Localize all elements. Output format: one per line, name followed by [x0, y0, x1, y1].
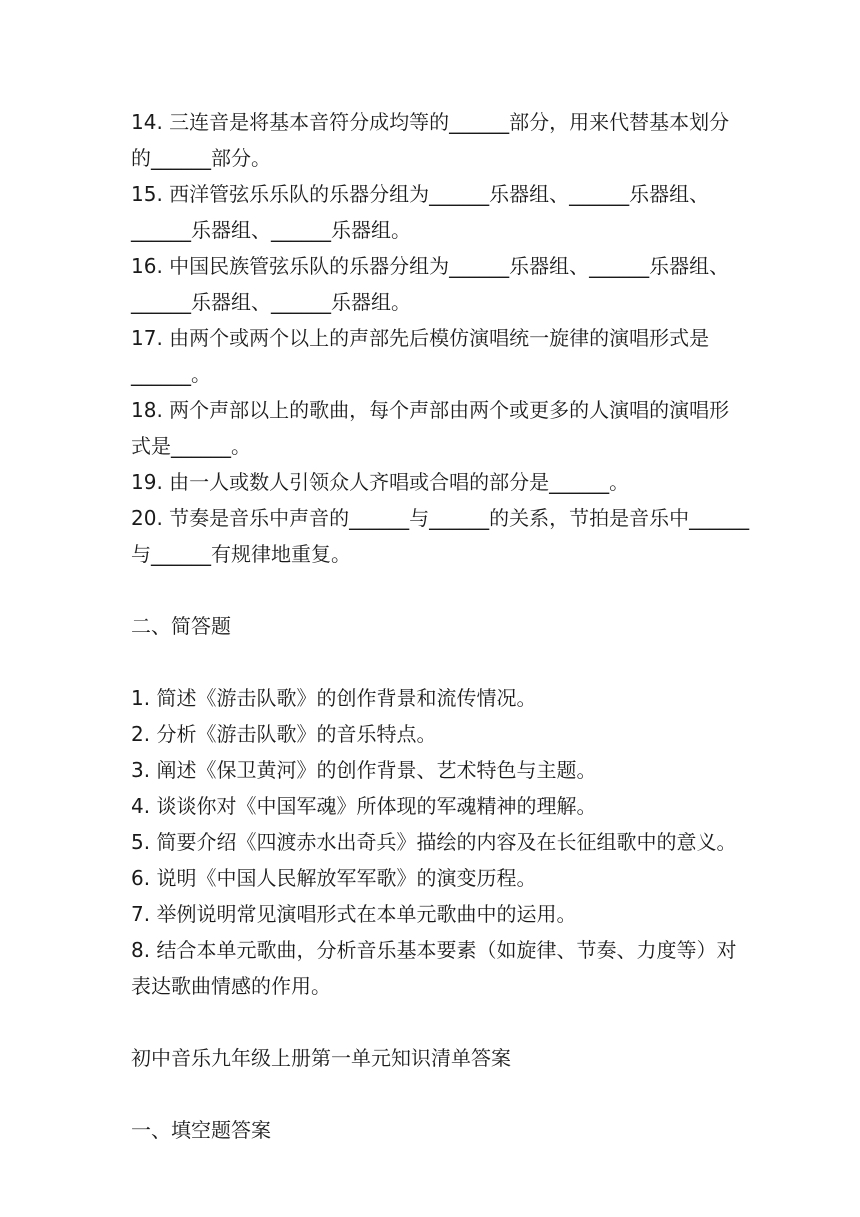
short-answer-question-3	[131, 752, 741, 788]
question-line: 1. 简述《游击队歌》的创作背景和流传情况。	[131, 686, 537, 710]
section-heading-short-answer: 二、简答题	[131, 614, 231, 638]
question-line: 5. 简要介绍《四渡赤水出奇兵》描绘的内容及在长征组歌中的意义。	[131, 830, 737, 854]
fill-in-question-16	[131, 248, 741, 320]
section-heading-fill-in-answers: 一、填空题答案	[131, 1118, 271, 1142]
question-line: ______。	[131, 362, 211, 386]
question-line: 与______有规律地重复。	[131, 542, 351, 566]
fill-in-question-19	[131, 464, 741, 500]
short-answer-question-2	[131, 716, 741, 752]
question-line: ______乐器组、______乐器组。	[131, 218, 411, 242]
answers-title: 初中音乐九年级上册第一单元知识清单答案	[131, 1046, 511, 1070]
spacer	[131, 1004, 741, 1040]
question-line: 6. 说明《中国人民解放军军歌》的演变历程。	[131, 866, 537, 890]
fill-in-question-20	[131, 500, 750, 572]
question-line: 16. 中国民族管弦乐队的乐器分组为______乐器组、______乐器组、	[131, 254, 730, 278]
fill-in-question-14	[131, 104, 741, 176]
question-line: 20. 节奏是音乐中声音的______与______的关系，节拍是音乐中______	[131, 506, 750, 530]
question-line: 14. 三连音是将基本音符分成均等的______部分，用来代替基本划分	[131, 110, 730, 134]
question-line: ______乐器组、______乐器组。	[131, 290, 411, 314]
spacer	[131, 644, 741, 680]
question-line: 18. 两个声部以上的歌曲，每个声部由两个或更多的人演唱的演唱形	[131, 398, 730, 422]
short-answer-question-8	[131, 932, 741, 1004]
fill-in-question-18	[131, 392, 741, 464]
document-page	[131, 104, 750, 1148]
short-answer-question-1	[131, 680, 741, 716]
short-answer-question-6	[131, 860, 741, 896]
short-answer-question-5	[131, 824, 741, 860]
question-line: 8. 结合本单元歌曲，分析音乐基本要素（如旋律、节奏、力度等）对	[131, 938, 737, 962]
question-line: 4. 谈谈你对《中国军魂》所体现的军魂精神的理解。	[131, 794, 597, 818]
question-line: 表达歌曲情感的作用。	[131, 974, 331, 998]
question-line: 3. 阐述《保卫黄河》的创作背景、艺术特色与主题。	[131, 758, 597, 782]
question-line: 19. 由一人或数人引领众人齐唱或合唱的部分是______。	[131, 470, 630, 494]
question-line: 2. 分析《游击队歌》的音乐特点。	[131, 722, 437, 746]
spacer	[131, 572, 741, 608]
question-line: 的______部分。	[131, 146, 271, 170]
short-answer-question-7	[131, 896, 741, 932]
question-line: 15. 西洋管弦乐乐队的乐器分组为______乐器组、______乐器组、	[131, 182, 710, 206]
fill-in-question-15	[131, 176, 741, 248]
spacer	[131, 1076, 741, 1112]
question-line: 7. 举例说明常见演唱形式在本单元歌曲中的运用。	[131, 902, 577, 926]
fill-in-question-17	[131, 320, 741, 392]
question-line: 17. 由两个或两个以上的声部先后模仿演唱统一旋律的演唱形式是	[131, 326, 710, 350]
question-line: 式是______。	[131, 434, 251, 458]
short-answer-question-4	[131, 788, 741, 824]
